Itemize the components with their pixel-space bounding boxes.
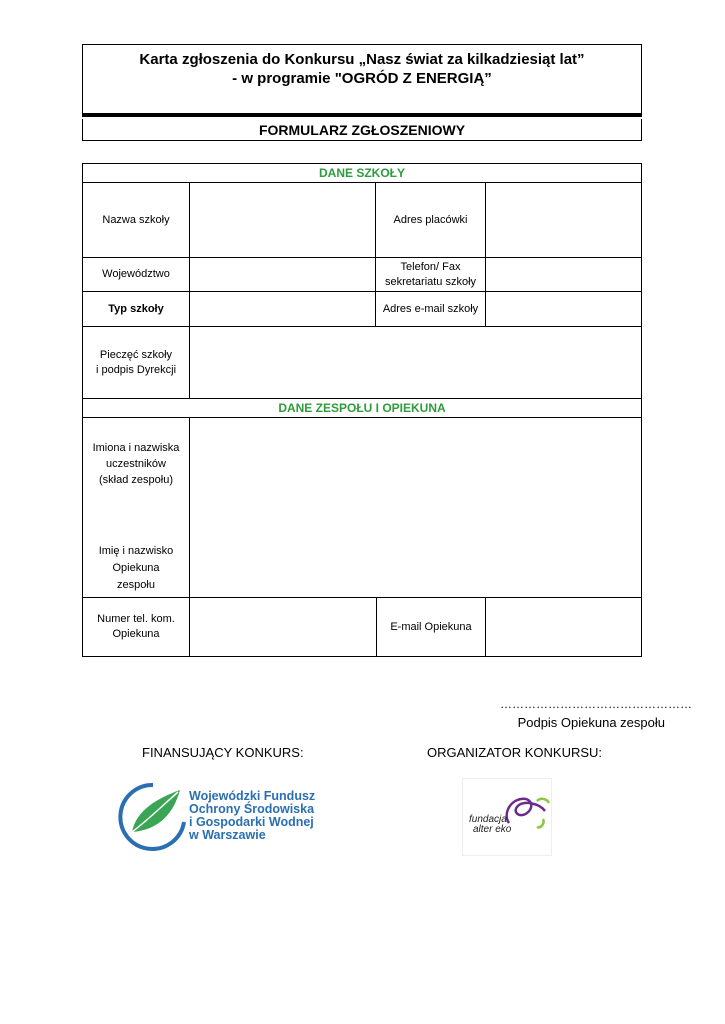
- phone-fax-label-line1: Telefon/ Fax: [400, 260, 461, 273]
- voivodeship-field[interactable]: [189, 257, 376, 292]
- phone-fax-label: [375, 257, 486, 292]
- signature-dots: …………………………………………: [500, 697, 692, 711]
- stamp-label-line2: i podpis Dyrekcji: [95, 363, 177, 376]
- phone-fax-label-line2: sekretariatu szkoły: [384, 275, 477, 288]
- guardian-email-label: E-mail Opiekuna: [376, 597, 486, 657]
- signature-label: Podpis Opiekuna zespołu: [517, 715, 665, 730]
- form-title: FORMULARZ ZGŁOSZENIOWY: [258, 122, 466, 138]
- guardian-phone-label: [82, 597, 190, 657]
- school-name-field[interactable]: [189, 182, 376, 258]
- members-label: [82, 440, 190, 488]
- title-line-1: Karta zgłoszenia do Konkursu „Nasz świat za kilkadziesiąt lat”: [139, 51, 585, 68]
- school-email-field[interactable]: [485, 291, 642, 327]
- wfos-line2: Ochrony Środowiska: [189, 802, 315, 816]
- voivodeship-label: Województwo: [82, 257, 190, 292]
- guardian-label: [82, 543, 190, 594]
- guardian-label-line3: zespołu: [117, 579, 155, 591]
- document-title: [82, 50, 642, 88]
- address-label: Adres placówki: [375, 182, 486, 258]
- wfos-line4: w Warszawie: [189, 828, 266, 842]
- stamp-label: [82, 326, 190, 399]
- school-section-heading: DANE SZKOŁY: [82, 163, 642, 183]
- team-section-heading: DANE ZESPOŁU I OPIEKUNA: [82, 398, 642, 418]
- wfos-logo-text: [189, 790, 315, 842]
- guardian-phone-line1: Numer tel. kom.: [97, 613, 175, 625]
- alter-eko-line1: fundacja: [469, 814, 507, 825]
- funder-label: FINANSUJĄCY KONKURS:: [142, 745, 304, 760]
- stamp-field[interactable]: [189, 326, 642, 399]
- school-type-label: Typ szkoły: [82, 291, 190, 327]
- address-field[interactable]: [485, 182, 642, 258]
- members-label-line2: uczestników: [106, 458, 166, 470]
- title-line-2: - w programie "OGRÓD Z ENERGIĄ”: [232, 70, 492, 87]
- organizer-label: ORGANIZATOR KONKURSU:: [427, 745, 603, 760]
- school-email-label: Adres e-mail szkoły: [375, 291, 486, 327]
- guardian-email-field[interactable]: [485, 597, 642, 657]
- members-label-line3: (skład zespołu): [99, 474, 173, 486]
- wfos-line3: i Gospodarki Wodnej: [189, 815, 314, 829]
- members-label-line1: Imiona i nazwiska: [92, 442, 180, 454]
- wfos-emblem: [118, 782, 188, 852]
- alter-eko-line2: alter eko: [473, 824, 512, 835]
- school-name-label: Nazwa szkoły: [82, 182, 190, 258]
- phone-fax-field[interactable]: [485, 257, 642, 292]
- guardian-phone-line2: Opiekuna: [112, 628, 160, 640]
- members-guardian-field[interactable]: [189, 417, 642, 598]
- guardian-label-line2: Opiekuna: [112, 562, 160, 574]
- guardian-label-line1: Imię i nazwisko: [98, 545, 174, 557]
- title-divider: [82, 113, 642, 117]
- wfos-line1: Wojewódzki Fundusz: [189, 789, 316, 803]
- stamp-label-line1: Pieczęć szkoły: [99, 348, 173, 361]
- guardian-phone-field[interactable]: [189, 597, 377, 657]
- wfos-leaf-icon: [118, 782, 188, 852]
- alter-eko-text: [469, 815, 511, 835]
- school-type-field[interactable]: [189, 291, 376, 327]
- alter-eko-logo: [462, 778, 552, 856]
